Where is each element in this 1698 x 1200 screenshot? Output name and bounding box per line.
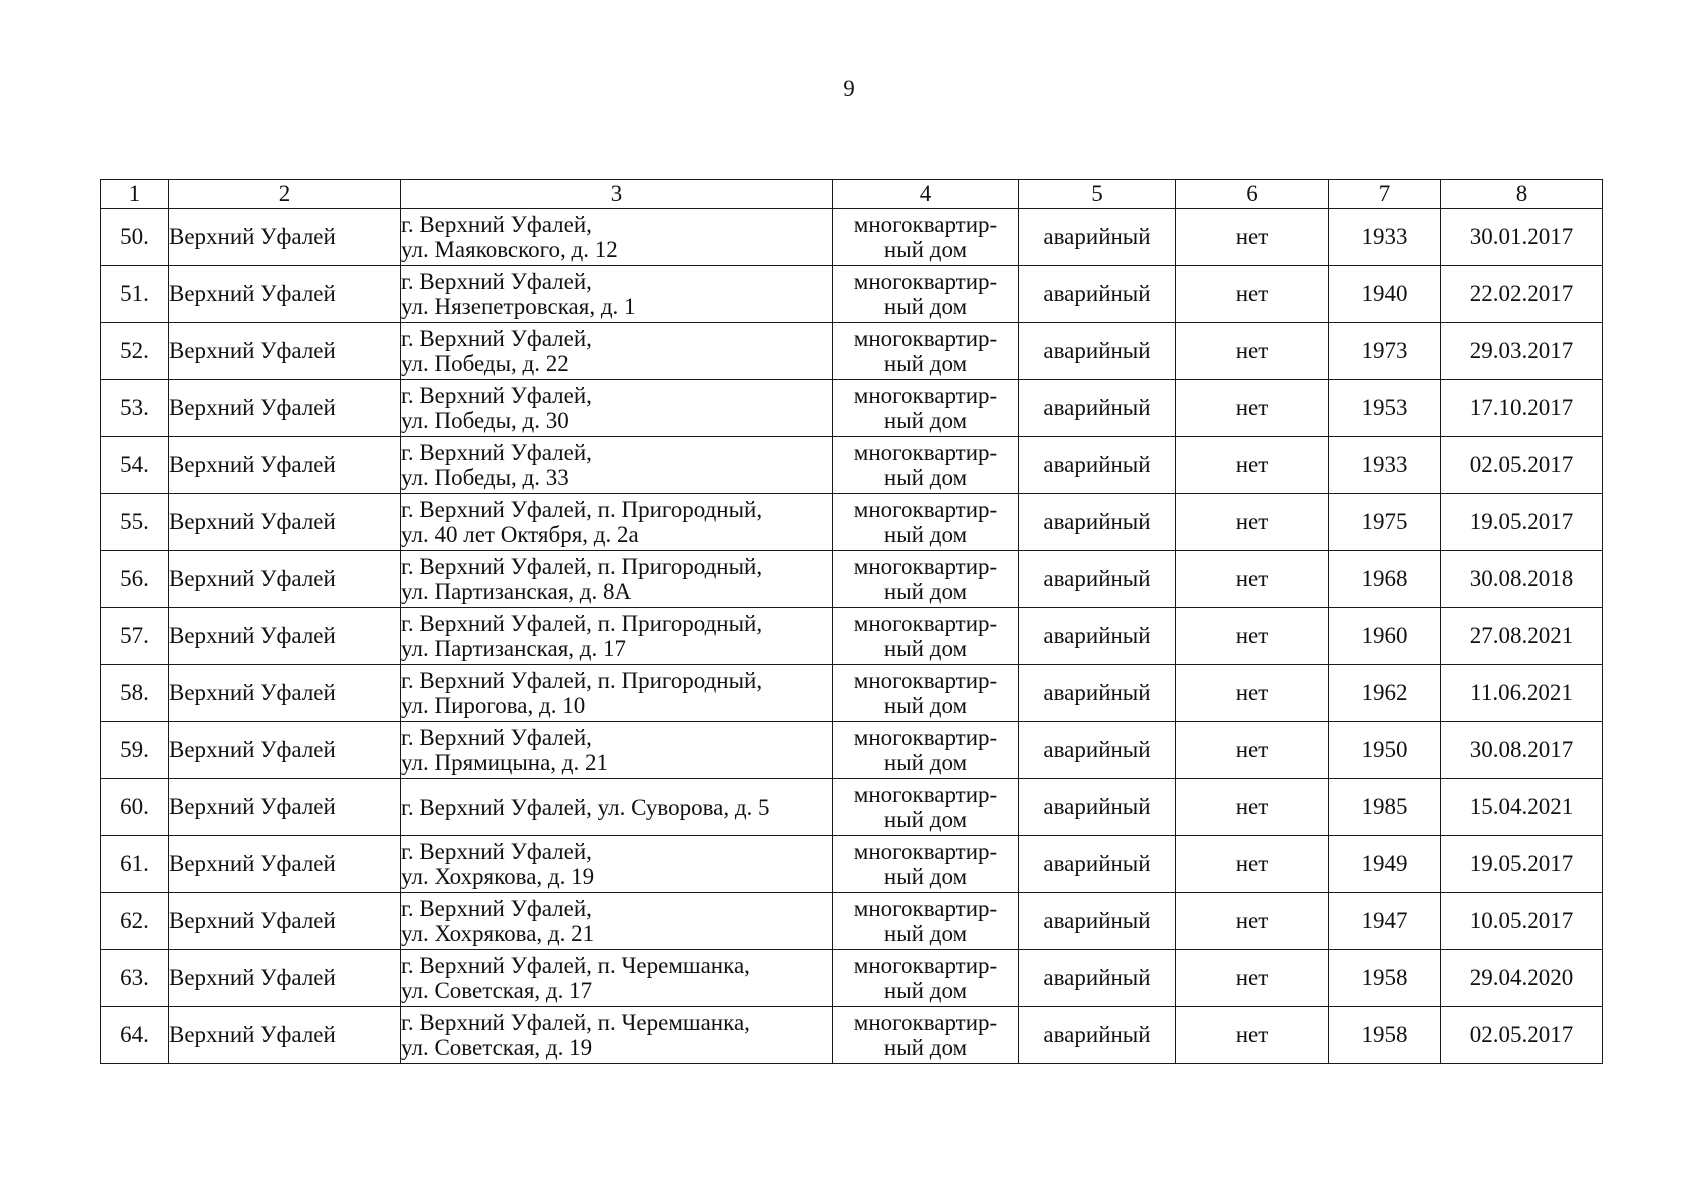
- building-type-cell-line: ный дом: [883, 237, 968, 262]
- building-type-cell: [833, 1007, 1019, 1064]
- year-built-cell: 1962: [1329, 665, 1441, 722]
- column-header: 2: [169, 180, 401, 209]
- address-cell-line: г. Верхний Уфалей, п. Пригородный,: [401, 497, 763, 522]
- building-type-cell: [833, 950, 1019, 1007]
- condition-cell: аварийный: [1019, 665, 1176, 722]
- building-type-cell-line: многоквартир-: [853, 269, 998, 294]
- address-cell-line: г. Верхний Уфалей, п. Пригородный,: [401, 611, 763, 636]
- municipality-cell: Верхний Уфалей: [169, 665, 401, 722]
- address-cell-line: г. Верхний Уфалей, п. Пригородный,: [401, 554, 763, 579]
- flag-cell: нет: [1176, 779, 1329, 836]
- building-type-cell: [833, 437, 1019, 494]
- address-cell-line: ул. Партизанская, д. 17: [401, 636, 626, 661]
- address-cell-line: ул. Прямицына, д. 21: [401, 750, 608, 775]
- year-built-cell: 1958: [1329, 950, 1441, 1007]
- building-type-cell-line: многоквартир-: [853, 725, 998, 750]
- condition-cell: аварийный: [1019, 380, 1176, 437]
- row-number-cell: 56.: [101, 551, 169, 608]
- address-cell-line: г. Верхний Уфалей, п. Черемшанка,: [401, 1010, 750, 1035]
- flag-cell: нет: [1176, 551, 1329, 608]
- building-type-cell-line: ный дом: [883, 807, 968, 832]
- building-type-cell: [833, 551, 1019, 608]
- address-cell-line: ул. Пирогова, д. 10: [401, 693, 586, 718]
- address-cell-line: ул. Нязепетровская, д. 1: [401, 294, 636, 319]
- table-row: [101, 722, 1603, 779]
- condition-cell: аварийный: [1019, 836, 1176, 893]
- condition-cell: аварийный: [1019, 608, 1176, 665]
- condition-cell: аварийный: [1019, 266, 1176, 323]
- municipality-cell: Верхний Уфалей: [169, 608, 401, 665]
- building-type-cell-line: ный дом: [883, 579, 968, 604]
- flag-cell: нет: [1176, 323, 1329, 380]
- building-type-cell-line: ный дом: [883, 921, 968, 946]
- building-type-cell: [833, 836, 1019, 893]
- building-type-cell-line: ный дом: [883, 636, 968, 661]
- table-row: [101, 608, 1603, 665]
- building-type-cell: [833, 665, 1019, 722]
- date-cell: 29.04.2020: [1441, 950, 1603, 1007]
- building-type-cell: [833, 209, 1019, 266]
- municipality-cell: Верхний Уфалей: [169, 494, 401, 551]
- table-row: [101, 209, 1603, 266]
- date-cell: 15.04.2021: [1441, 779, 1603, 836]
- municipality-cell: Верхний Уфалей: [169, 266, 401, 323]
- address-cell: [401, 608, 833, 665]
- date-cell: 17.10.2017: [1441, 380, 1603, 437]
- building-type-cell-line: многоквартир-: [853, 1010, 998, 1035]
- column-number-header-row: [101, 180, 1603, 209]
- flag-cell: нет: [1176, 209, 1329, 266]
- address-cell: [401, 266, 833, 323]
- row-number-cell: 52.: [101, 323, 169, 380]
- condition-cell: аварийный: [1019, 494, 1176, 551]
- year-built-cell: 1940: [1329, 266, 1441, 323]
- table-row: [101, 779, 1603, 836]
- address-cell-line: г. Верхний Уфалей,: [401, 839, 592, 864]
- building-type-cell-line: многоквартир-: [853, 212, 998, 237]
- column-header: 1: [101, 180, 169, 209]
- building-type-cell-line: многоквартир-: [853, 554, 998, 579]
- address-cell-line: ул. Хохрякова, д. 21: [401, 921, 595, 946]
- row-number-cell: 59.: [101, 722, 169, 779]
- building-type-cell-line: ный дом: [883, 465, 968, 490]
- year-built-cell: 1975: [1329, 494, 1441, 551]
- building-type-cell-line: многоквартир-: [853, 896, 998, 921]
- row-number-cell: 54.: [101, 437, 169, 494]
- condition-cell: аварийный: [1019, 893, 1176, 950]
- table-row: [101, 950, 1603, 1007]
- column-header: 4: [833, 180, 1019, 209]
- row-number-cell: 61.: [101, 836, 169, 893]
- year-built-cell: 1960: [1329, 608, 1441, 665]
- address-cell-line: г. Верхний Уфалей, п. Черемшанка,: [401, 953, 750, 978]
- flag-cell: нет: [1176, 1007, 1329, 1064]
- building-type-cell-line: многоквартир-: [853, 611, 998, 636]
- table-row: [101, 1007, 1603, 1064]
- municipality-cell: Верхний Уфалей: [169, 551, 401, 608]
- address-cell: [401, 836, 833, 893]
- address-cell-line: ул. Советская, д. 17: [401, 978, 593, 1003]
- municipality-cell: Верхний Уфалей: [169, 950, 401, 1007]
- row-number-cell: 50.: [101, 209, 169, 266]
- year-built-cell: 1933: [1329, 209, 1441, 266]
- address-cell: [401, 494, 833, 551]
- municipality-cell: Верхний Уфалей: [169, 836, 401, 893]
- row-number-cell: 63.: [101, 950, 169, 1007]
- building-type-cell: [833, 323, 1019, 380]
- year-built-cell: 1949: [1329, 836, 1441, 893]
- flag-cell: нет: [1176, 950, 1329, 1007]
- table-row: [101, 665, 1603, 722]
- address-cell-line: ул. Победы, д. 22: [401, 351, 569, 376]
- date-cell: 02.05.2017: [1441, 1007, 1603, 1064]
- address-cell: [401, 893, 833, 950]
- flag-cell: нет: [1176, 494, 1329, 551]
- table-body: [101, 209, 1603, 1064]
- building-type-cell: [833, 722, 1019, 779]
- municipality-cell: Верхний Уфалей: [169, 209, 401, 266]
- address-cell: [401, 779, 833, 836]
- date-cell: 10.05.2017: [1441, 893, 1603, 950]
- year-built-cell: 1968: [1329, 551, 1441, 608]
- housing-registry-table: [100, 179, 1603, 1064]
- address-cell-line: ул. Победы, д. 30: [401, 408, 569, 433]
- address-cell: [401, 722, 833, 779]
- building-type-cell-line: ный дом: [883, 1035, 968, 1060]
- address-cell-line: г. Верхний Уфалей,: [401, 383, 592, 408]
- date-cell: 22.02.2017: [1441, 266, 1603, 323]
- date-cell: 30.08.2017: [1441, 722, 1603, 779]
- address-cell: [401, 323, 833, 380]
- address-cell-line: г. Верхний Уфалей,: [401, 212, 592, 237]
- address-cell-line: ул. Маяковского, д. 12: [401, 237, 618, 262]
- flag-cell: нет: [1176, 437, 1329, 494]
- table-row: [101, 323, 1603, 380]
- column-header: 6: [1176, 180, 1329, 209]
- address-cell-line: г. Верхний Уфалей, п. Пригородный,: [401, 668, 763, 693]
- condition-cell: аварийный: [1019, 551, 1176, 608]
- condition-cell: аварийный: [1019, 323, 1176, 380]
- municipality-cell: Верхний Уфалей: [169, 380, 401, 437]
- building-type-cell-line: многоквартир-: [853, 953, 998, 978]
- row-number-cell: 51.: [101, 266, 169, 323]
- flag-cell: нет: [1176, 266, 1329, 323]
- building-type-cell-line: многоквартир-: [853, 839, 998, 864]
- column-header: 5: [1019, 180, 1176, 209]
- building-type-cell-line: ный дом: [883, 978, 968, 1003]
- address-cell-line: ул. Советская, д. 19: [401, 1035, 593, 1060]
- row-number-cell: 58.: [101, 665, 169, 722]
- date-cell: 30.01.2017: [1441, 209, 1603, 266]
- year-built-cell: 1985: [1329, 779, 1441, 836]
- municipality-cell: Верхний Уфалей: [169, 722, 401, 779]
- municipality-cell: Верхний Уфалей: [169, 779, 401, 836]
- column-header: 3: [401, 180, 833, 209]
- municipality-cell: Верхний Уфалей: [169, 1007, 401, 1064]
- year-built-cell: 1953: [1329, 380, 1441, 437]
- building-type-cell-line: многоквартир-: [853, 383, 998, 408]
- row-number-cell: 64.: [101, 1007, 169, 1064]
- building-type-cell: [833, 779, 1019, 836]
- column-header: 7: [1329, 180, 1441, 209]
- address-cell: [401, 950, 833, 1007]
- table-row: [101, 494, 1603, 551]
- flag-cell: нет: [1176, 608, 1329, 665]
- address-cell-line: г. Верхний Уфалей,: [401, 326, 592, 351]
- table-row: [101, 437, 1603, 494]
- table-row: [101, 836, 1603, 893]
- building-type-cell-line: ный дом: [883, 294, 968, 319]
- date-cell: 27.08.2021: [1441, 608, 1603, 665]
- address-cell-line: г. Верхний Уфалей, ул. Суворова, д. 5: [401, 794, 770, 820]
- date-cell: 29.03.2017: [1441, 323, 1603, 380]
- year-built-cell: 1958: [1329, 1007, 1441, 1064]
- building-type-cell-line: ный дом: [883, 693, 968, 718]
- date-cell: 11.06.2021: [1441, 665, 1603, 722]
- address-cell-line: ул. Победы, д. 33: [401, 465, 569, 490]
- building-type-cell: [833, 380, 1019, 437]
- flag-cell: нет: [1176, 893, 1329, 950]
- row-number-cell: 53.: [101, 380, 169, 437]
- row-number-cell: 55.: [101, 494, 169, 551]
- date-cell: 19.05.2017: [1441, 494, 1603, 551]
- address-cell: [401, 1007, 833, 1064]
- row-number-cell: 57.: [101, 608, 169, 665]
- condition-cell: аварийный: [1019, 950, 1176, 1007]
- address-cell-line: ул. Хохрякова, д. 19: [401, 864, 595, 889]
- building-type-cell-line: многоквартир-: [853, 668, 998, 693]
- address-cell-line: г. Верхний Уфалей,: [401, 896, 592, 921]
- condition-cell: аварийный: [1019, 209, 1176, 266]
- building-type-cell-line: ный дом: [883, 864, 968, 889]
- address-cell-line: ул. 40 лет Октября, д. 2а: [401, 522, 639, 547]
- row-number-cell: 62.: [101, 893, 169, 950]
- address-cell-line: г. Верхний Уфалей,: [401, 725, 592, 750]
- building-type-cell: [833, 266, 1019, 323]
- address-cell: [401, 551, 833, 608]
- building-type-cell-line: ный дом: [883, 351, 968, 376]
- flag-cell: нет: [1176, 380, 1329, 437]
- building-type-cell-line: ный дом: [883, 408, 968, 433]
- flag-cell: нет: [1176, 836, 1329, 893]
- address-cell-line: ул. Партизанская, д. 8А: [401, 579, 632, 604]
- address-cell-line: г. Верхний Уфалей,: [401, 440, 592, 465]
- condition-cell: аварийный: [1019, 779, 1176, 836]
- table-row: [101, 380, 1603, 437]
- date-cell: 02.05.2017: [1441, 437, 1603, 494]
- address-cell: [401, 209, 833, 266]
- flag-cell: нет: [1176, 722, 1329, 779]
- condition-cell: аварийный: [1019, 722, 1176, 779]
- building-type-cell-line: ный дом: [883, 522, 968, 547]
- date-cell: 19.05.2017: [1441, 836, 1603, 893]
- condition-cell: аварийный: [1019, 437, 1176, 494]
- address-cell: [401, 380, 833, 437]
- table-row: [101, 551, 1603, 608]
- year-built-cell: 1947: [1329, 893, 1441, 950]
- building-type-cell: [833, 494, 1019, 551]
- row-number-cell: 60.: [101, 779, 169, 836]
- table-row: [101, 893, 1603, 950]
- building-type-cell-line: многоквартир-: [853, 497, 998, 522]
- municipality-cell: Верхний Уфалей: [169, 323, 401, 380]
- building-type-cell-line: многоквартир-: [853, 782, 998, 807]
- address-cell-line: г. Верхний Уфалей,: [401, 269, 592, 294]
- building-type-cell-line: многоквартир-: [853, 326, 998, 351]
- address-cell: [401, 665, 833, 722]
- building-type-cell: [833, 608, 1019, 665]
- municipality-cell: Верхний Уфалей: [169, 893, 401, 950]
- address-cell: [401, 437, 833, 494]
- flag-cell: нет: [1176, 665, 1329, 722]
- building-type-cell: [833, 893, 1019, 950]
- table-row: [101, 266, 1603, 323]
- date-cell: 30.08.2018: [1441, 551, 1603, 608]
- year-built-cell: 1950: [1329, 722, 1441, 779]
- year-built-cell: 1933: [1329, 437, 1441, 494]
- column-header: 8: [1441, 180, 1603, 209]
- municipality-cell: Верхний Уфалей: [169, 437, 401, 494]
- condition-cell: аварийный: [1019, 1007, 1176, 1064]
- building-type-cell-line: ный дом: [883, 750, 968, 775]
- year-built-cell: 1973: [1329, 323, 1441, 380]
- page-number: 9: [843, 76, 855, 101]
- building-type-cell-line: многоквартир-: [853, 440, 998, 465]
